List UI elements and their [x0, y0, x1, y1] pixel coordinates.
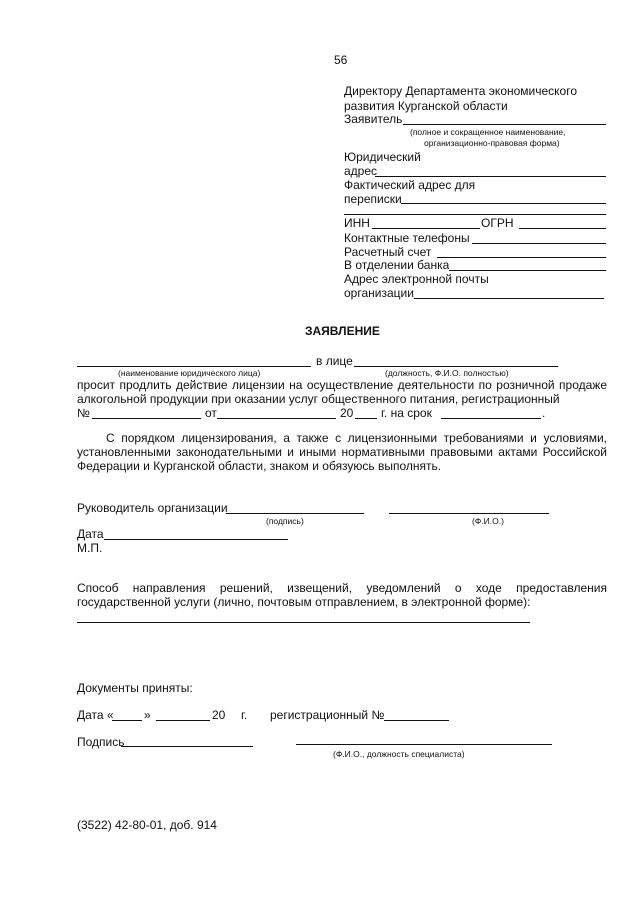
- bank-label: В отделении банка: [344, 258, 450, 272]
- position-name-field[interactable]: [354, 366, 558, 367]
- accepted-quote-close: »: [144, 708, 151, 722]
- inn-field[interactable]: [372, 228, 480, 229]
- email-field[interactable]: [414, 298, 604, 299]
- license-term-label: г. на срок: [381, 406, 432, 420]
- delivery-line-2: государственной услуги (лично, почтовым отправлением, в электронной форме):: [77, 595, 531, 609]
- request-line-2: алкогольной продукции при оказании услуг общественного питания, регистрационный: [77, 392, 560, 406]
- license-year-field[interactable]: [355, 418, 377, 419]
- request-line-1: просит продлить действие лицензии на осуществление деятельности по розничной продаже: [77, 378, 607, 392]
- accepted-year-suffix: г.: [241, 708, 248, 722]
- bank-field[interactable]: [449, 270, 606, 271]
- email-label-1: Адрес электронной почты: [344, 272, 489, 286]
- license-term-field[interactable]: [441, 418, 541, 419]
- head-signature-field[interactable]: [226, 513, 364, 514]
- position-name-hint: (должность, Ф.И.О. полностью): [385, 368, 509, 378]
- head-name-field[interactable]: [389, 513, 549, 514]
- phones-field[interactable]: [472, 243, 606, 244]
- phones-label: Контактные телефоны: [344, 231, 470, 245]
- in-person-label: в лице: [316, 354, 353, 368]
- specialist-hint: (Ф.И.О., должность специалиста): [333, 749, 465, 759]
- page-number: 56: [334, 53, 348, 67]
- legal-address-label-1: Юридический: [344, 150, 421, 164]
- accepted-month-field[interactable]: [156, 720, 210, 721]
- contact-phone: (3522) 42-80-01, доб. 914: [77, 818, 217, 832]
- license-term-end: .: [542, 406, 546, 420]
- entity-name-hint: (наименование юридического лица): [118, 368, 261, 378]
- acknowledgement-line-1: С порядком лицензирования, а также с лицензионными требованиями и условиями,: [106, 431, 607, 445]
- applicant-hint-2: организационно-правовая форма): [424, 138, 560, 148]
- delivery-line-1: Способ направления решений, извещений, уведомлений о ходе предоставления: [77, 581, 607, 595]
- signature-date-field[interactable]: [104, 539, 288, 540]
- license-number-field[interactable]: [92, 418, 201, 419]
- acknowledgement-line-3: Федерации и Курганской области, знаком и обязуюсь выполнять.: [77, 459, 442, 473]
- accepted-signature-label: Подпись: [77, 735, 125, 749]
- specialist-name-field[interactable]: [296, 744, 552, 745]
- postal-address-label-2: переписки: [344, 192, 402, 206]
- applicant-hint-1: (полное и сокращенное наименование,: [410, 127, 566, 137]
- accepted-reg-number-label: регистрационный №: [270, 708, 385, 722]
- addressee-line-1: Директору Департамента экономического: [344, 84, 578, 98]
- license-from-label: от: [205, 406, 217, 420]
- ogrn-field[interactable]: [519, 228, 606, 229]
- acknowledgement-line-2: установленными законодательными и иными нормативными правовыми актами Российской: [77, 445, 607, 459]
- ogrn-label: ОГРН: [481, 216, 514, 230]
- email-label-2: организации: [344, 286, 414, 300]
- entity-name-field[interactable]: [77, 366, 311, 367]
- accepted-signature-field[interactable]: [121, 746, 253, 747]
- postal-address-field[interactable]: [401, 203, 606, 204]
- applicant-label: Заявитель: [344, 112, 403, 126]
- addressee-line-2: развития Курганской области: [344, 99, 508, 113]
- legal-address-label-2: адрес: [344, 164, 378, 178]
- inn-label: ИНН: [344, 216, 370, 230]
- signature-hint: (подпись): [266, 516, 304, 526]
- applicant-field[interactable]: [403, 124, 606, 125]
- accepted-day-field[interactable]: [112, 720, 142, 721]
- head-of-organization-label: Руководитель организации: [77, 501, 228, 515]
- postal-address-field-2[interactable]: [344, 214, 606, 215]
- documents-accepted-title: Документы приняты:: [77, 681, 193, 695]
- document-title: ЗАЯВЛЕНИЕ: [305, 324, 380, 338]
- accepted-reg-number-field[interactable]: [384, 720, 449, 721]
- account-field[interactable]: [437, 257, 606, 258]
- signature-date-label: Дата: [77, 527, 104, 541]
- accepted-date-label: Дата «: [77, 708, 114, 722]
- account-label: Расчетный счет: [344, 245, 432, 259]
- legal-address-field[interactable]: [375, 176, 606, 177]
- delivery-method-field[interactable]: [77, 622, 530, 623]
- stamp-label: М.П.: [77, 541, 103, 555]
- license-date-field[interactable]: [217, 418, 336, 419]
- name-hint: (Ф.И.О.): [472, 516, 504, 526]
- license-year-label: 20: [340, 406, 354, 420]
- license-number-label: №: [77, 406, 90, 420]
- accepted-year-label: 20: [212, 708, 226, 722]
- postal-address-label-1: Фактический адрес для: [344, 178, 476, 192]
